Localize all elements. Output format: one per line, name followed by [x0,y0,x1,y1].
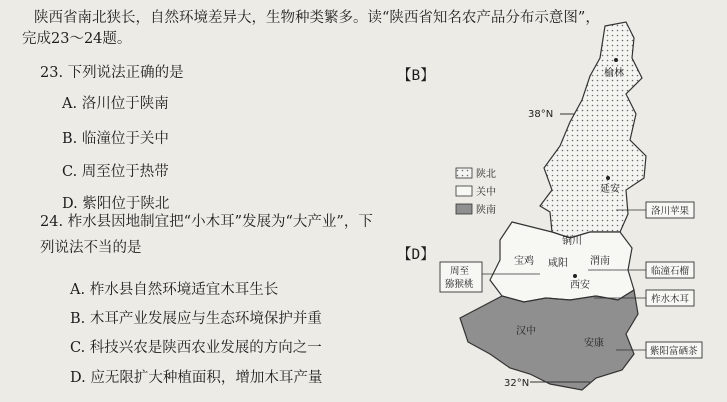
city-label-yulin: 榆林 [604,68,624,79]
city-dot-yanan [606,176,610,180]
city-label-tongchuan: 铜川 [562,236,582,247]
legend-label-shaanbei: 陕北 [476,169,496,180]
city-label-weinan: 渭南 [590,256,610,267]
callout-zhouzhi-line-2: 猕猴桃 [445,279,474,290]
shaanxi-map [420,18,720,398]
question-24-option-c: C. 科技兴农是陕西农业发展的方向之一 [70,340,322,356]
question-23-stem: 23. 下列说法正确的是 [40,65,184,81]
region-shaanbei [540,22,646,238]
question-24-stem-line-2: 列说法不当的是 [40,240,142,256]
city-label-hanzhong: 汉中 [516,326,536,337]
question-23-option-b: B. 临潼位于关中 [62,131,169,147]
question-24-option-b: B. 木耳产业发展应与生态环境保护并重 [70,311,322,327]
legend-swatch-shaanbei [456,168,472,178]
intro-line-2: 完成23～24题。 [22,31,132,47]
legend-swatch-shaannan [456,204,472,214]
lat-38-label: 38°N [528,109,554,120]
legend-label-guanzhong: 关中 [476,187,496,198]
question-23-option-a: A. 洛川位于陕南 [62,96,169,112]
map-legend [456,167,496,216]
question-23-option-c: C. 周至位于热带 [62,164,169,180]
question-23-option-d: D. 紫阳位于陕北 [62,196,170,212]
city-dot-yulin [614,58,618,62]
intro-line-1: 陕西省南北狭长，自然环境差异大，生物种类繁多。读“陕西省知名农产品分布示意图”， [34,10,600,26]
question-24-option-a: A. 柞水县自然环境适宜木耳生长 [70,282,279,298]
lat-32-label: 32°N [504,378,530,389]
city-label-baoji: 宝鸡 [514,256,534,267]
city-label-yanan: 延安 [600,184,620,195]
city-dot-xian [573,274,577,278]
question-24-stem-line-1: 24. 柞水县因地制宜把“小木耳”发展为“大产业”，下 [40,214,373,230]
city-label-xianyang: 咸阳 [548,258,568,269]
legend-swatch-guanzhong [456,186,472,196]
callout-zhouzhi-line-1: 周至 [450,266,470,277]
region-shaannan [460,290,638,390]
callout-lintong: 临潼石榴 [651,266,690,277]
callout-luochuan: 洛川苹果 [651,206,690,217]
callout-ziyang: 紫阳富硒茶 [650,346,698,357]
question-23-answer: 【B】 [397,68,435,84]
city-label-xian: 西安 [570,280,590,291]
legend-label-shaannan: 陕南 [476,205,496,216]
question-24-option-d: D. 应无限扩大种植面积，增加木耳产量 [70,370,323,386]
city-label-ankang: 安康 [584,338,604,349]
question-24-answer: 【D】 [397,247,435,263]
callout-zhashui: 柞水木耳 [651,294,690,305]
